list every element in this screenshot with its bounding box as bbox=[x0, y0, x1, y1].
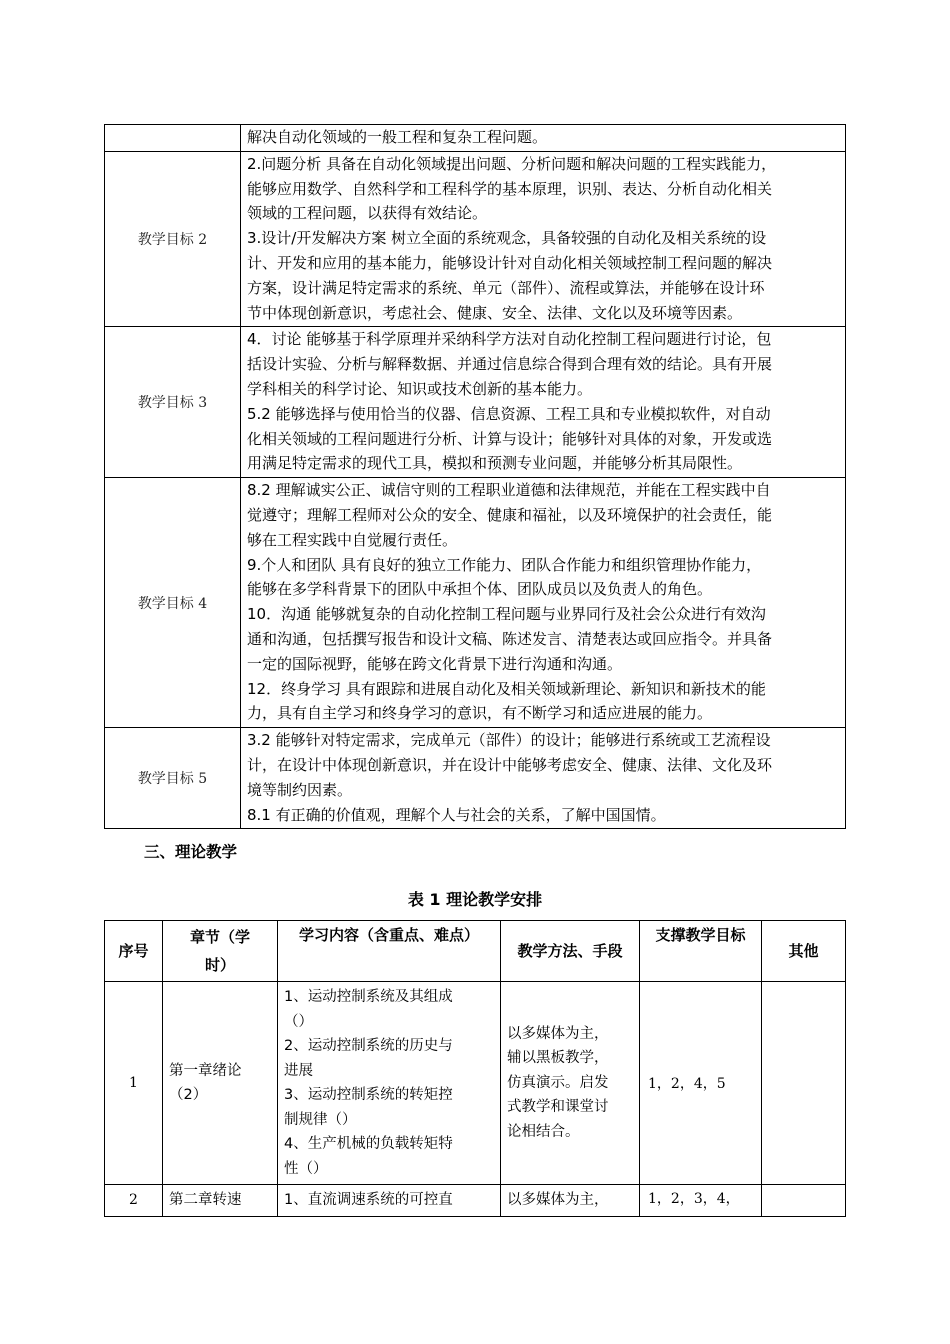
content-cell-line: 制规律（） bbox=[284, 1111, 357, 1128]
objective-text-line: 方案，设计满足特定需求的系统、单元（部件）、流程或算法，并能够在设计环 bbox=[247, 278, 765, 297]
objective-text-line: 境等制约因素。 bbox=[247, 780, 353, 799]
content-cell-line: 4、生产机械的负载转矩特 bbox=[284, 1136, 453, 1152]
objective-row bbox=[105, 151, 846, 327]
chapter-cell bbox=[163, 1185, 278, 1217]
objective-label: 教学目标 4 bbox=[105, 478, 241, 728]
objective-text-line: 5.2 能够选择与使用恰当的仪器、信息资源、工程工具和专业模拟软件，对自动 bbox=[247, 404, 771, 423]
objective-label: 教学目标 5 bbox=[105, 728, 241, 829]
objective-text-line: 领域的工程问题，以获得有效结论。 bbox=[247, 204, 488, 223]
header-methods: 教学方法、手段 bbox=[501, 921, 640, 982]
objective-text-line: 计，在设计中体现创新意识，并在设计中能够考虑安全、健康、法律、文化及环 bbox=[247, 755, 773, 774]
objectives-cell: 1，2，3，4， bbox=[640, 1185, 762, 1217]
objective-text-line: 10．沟通 能够就复杂的自动化控制工程问题与业界同行及社会公众进行有效沟 bbox=[247, 605, 766, 624]
objective-text-line: 力，具有自主学习和终身学习的意识，有不断学习和适应进展的能力。 bbox=[247, 704, 713, 723]
methods-cell-line: 仿真演示。启发 bbox=[507, 1074, 609, 1091]
content-cell bbox=[278, 1185, 501, 1217]
header-other: 其他 bbox=[762, 921, 846, 982]
objective-label: 教学目标 2 bbox=[105, 151, 241, 327]
objective-text-line: 能够应用数学、自然科学和工程科学的基本原理，识别、表达、分析自动化相关 bbox=[247, 179, 773, 198]
chapter-cell-line: 第一章绪论 bbox=[169, 1062, 242, 1079]
objective-text-line: 够在工程实践中自觉履行责任。 bbox=[247, 530, 458, 549]
schedule-row bbox=[105, 982, 846, 1185]
other-cell bbox=[762, 982, 846, 1185]
objective-text-line: 化相关领域的工程问题进行分析、计算与设计；能够针对具体的对象，开发或选 bbox=[247, 429, 773, 448]
header-chapter-line-1: 章节（学 bbox=[189, 928, 250, 946]
row-number: 2 bbox=[105, 1185, 163, 1217]
schedule-table bbox=[104, 920, 846, 1217]
content-cell-line: 性（） bbox=[284, 1160, 328, 1177]
objective-row bbox=[105, 478, 846, 728]
objective-description bbox=[241, 327, 846, 478]
objective-row bbox=[105, 125, 846, 152]
objectives-cell: 1，2，4，5 bbox=[640, 982, 762, 1185]
objective-text-line: 2.问题分析 具备在自动化领域提出问题、分析问题和解决问题的工程实践能力， bbox=[247, 154, 777, 173]
objective-text-line: 节中体现创新意识，考虑社会、健康、安全、法律、文化以及环境等因素。 bbox=[247, 303, 743, 322]
objective-label bbox=[105, 125, 241, 152]
header-objectives: 支撑教学目标 bbox=[640, 921, 762, 982]
objective-text-line: 用满足特定需求的现代工具，模拟和预测专业问题，并能够分析其局限性。 bbox=[247, 454, 743, 473]
content-cell bbox=[278, 982, 501, 1185]
header-no: 序号 bbox=[105, 921, 163, 982]
table-caption: 表 1 理论教学安排 bbox=[407, 890, 543, 909]
objective-text-line: 3.设计/开发解决方案 树立全面的系统观念，具备较强的自动化及相关系统的设 bbox=[247, 229, 767, 248]
objective-description bbox=[241, 478, 846, 728]
content-cell-line: 3、运动控制系统的转矩控 bbox=[284, 1087, 453, 1103]
content-cell-line: 1、运动控制系统及其组成 bbox=[284, 989, 453, 1005]
section-heading: 三、理论教学 bbox=[144, 843, 238, 861]
methods-cell-line: 以多媒体为主， bbox=[507, 1025, 609, 1042]
header-chapter bbox=[163, 921, 278, 982]
content-cell-line: 1、直流调速系统的可控直 bbox=[284, 1192, 453, 1208]
methods-cell-line: 辅以黑板教学， bbox=[507, 1050, 609, 1067]
objective-text-line: 8.1 有正确的价值观，理解个人与社会的关系，了解中国国情。 bbox=[247, 805, 666, 824]
other-cell bbox=[762, 1185, 846, 1217]
methods-cell bbox=[501, 982, 640, 1185]
chapter-cell-line: 第二章转速 bbox=[169, 1192, 242, 1208]
chapter-cell bbox=[163, 982, 278, 1185]
objective-description bbox=[241, 151, 846, 327]
row-number: 1 bbox=[105, 982, 163, 1185]
header-content: 学习内容（含重点、难点） bbox=[278, 921, 501, 982]
objective-description bbox=[241, 125, 846, 152]
objective-text-line: 8.2 理解诚实公正、诚信守则的工程职业道德和法律规范，并能在工程实践中自 bbox=[247, 481, 771, 500]
objective-text-line: 9.个人和团队 具有良好的独立工作能力、团队合作能力和组织管理协作能力， bbox=[247, 555, 762, 574]
content-cell-line: 2、运动控制系统的历史与 bbox=[284, 1038, 453, 1054]
objective-text-line: 学科相关的科学讨论、知识或技术创新的基本能力。 bbox=[247, 379, 593, 398]
methods-cell-line: 以多媒体为主， bbox=[507, 1192, 609, 1208]
objective-text-line: 4．讨论 能够基于科学原理并采纳科学方法对自动化控制工程问题进行讨论，包 bbox=[247, 330, 772, 349]
schedule-header-row bbox=[105, 921, 846, 982]
objective-row bbox=[105, 728, 846, 829]
methods-cell-line: 式教学和课堂讨 bbox=[507, 1099, 609, 1116]
objective-text-line: 觉遵守；理解工程师对公众的安全、健康和福祉，以及环境保护的社会责任，能 bbox=[247, 505, 773, 524]
objective-label: 教学目标 3 bbox=[105, 327, 241, 478]
objective-text-line: 能够在多学科背景下的团队中承担个体、团队成员以及负责人的角色。 bbox=[247, 580, 713, 599]
objective-text-line: 12．终身学习 具有跟踪和进展自动化及相关领域新理论、新知识和新技术的能 bbox=[247, 679, 766, 698]
objective-row bbox=[105, 327, 846, 478]
objective-text-line: 3.2 能够针对特定需求，完成单元（部件）的设计；能够进行系统或工艺流程设 bbox=[247, 731, 771, 750]
objective-text-line: 一定的国际视野，能够在跨文化背景下进行沟通和沟通。 bbox=[247, 654, 623, 673]
objective-text-line: 解决自动化领域的一般工程和复杂工程问题。 bbox=[247, 128, 548, 146]
objective-description bbox=[241, 728, 846, 829]
methods-cell bbox=[501, 1185, 640, 1217]
schedule-row bbox=[105, 1185, 846, 1217]
content-cell-line: 进展 bbox=[284, 1062, 313, 1079]
chapter-cell-line: （2） bbox=[169, 1087, 208, 1103]
objective-text-line: 括设计实验、分析与解释数据、并通过信息综合得到合理有效的结论。具有开展 bbox=[247, 355, 773, 374]
objectives-table bbox=[104, 124, 846, 829]
content-cell-line: （） bbox=[284, 1013, 313, 1030]
objective-text-line: 计、开发和应用的基本能力，能够设计针对自动化相关领域控制工程问题的解决 bbox=[247, 253, 773, 272]
header-chapter-line-2: 时） bbox=[204, 956, 235, 974]
methods-cell-line: 论相结合。 bbox=[507, 1123, 580, 1140]
objective-text-line: 通和沟通，包括撰写报告和设计文稿、陈述发言、清楚表达或回应指令。并具备 bbox=[247, 629, 773, 648]
